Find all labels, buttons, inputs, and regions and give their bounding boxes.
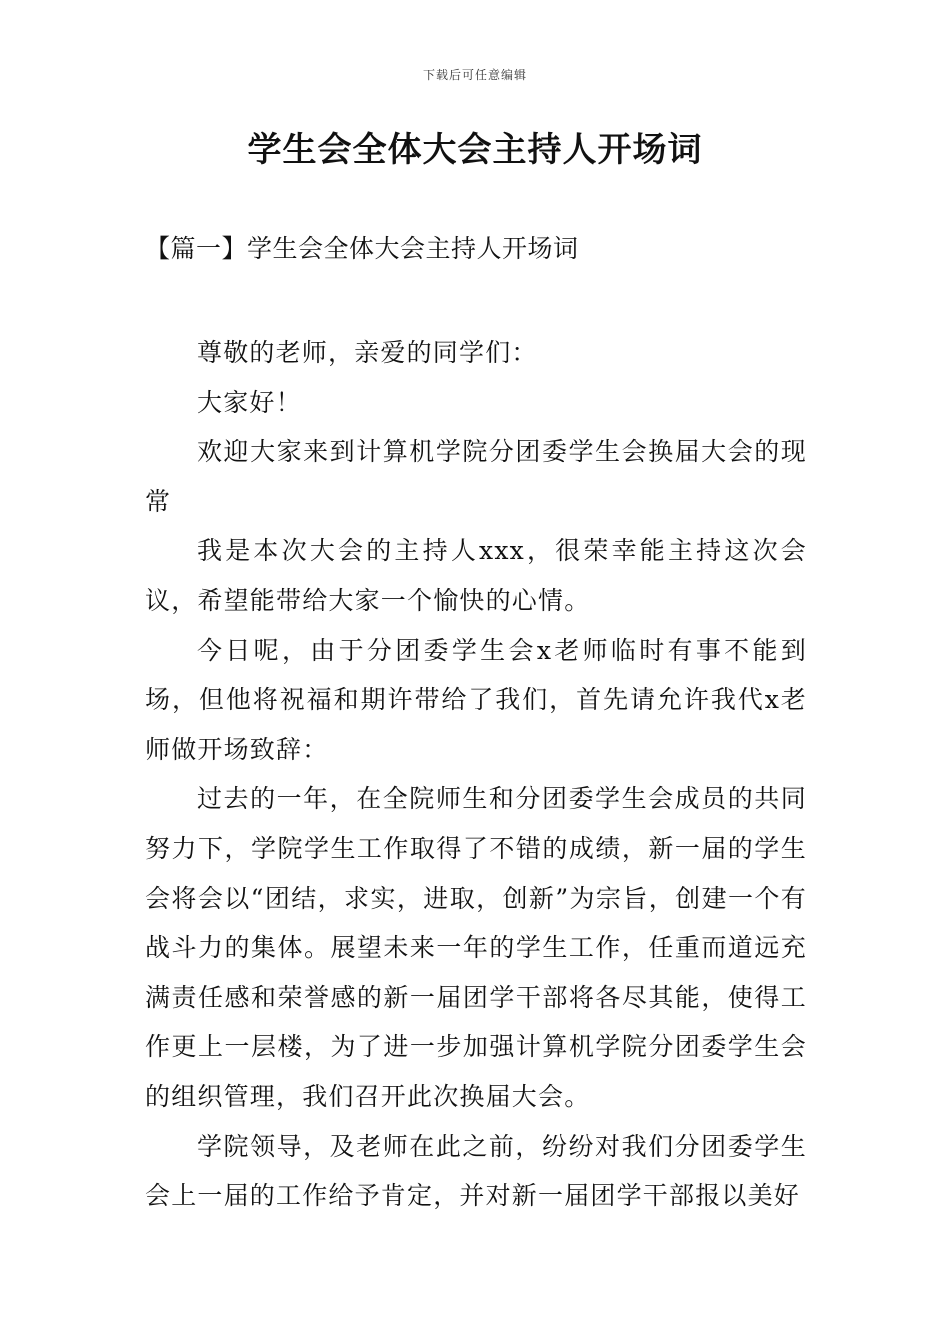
paragraph-welcome: 欢迎大家来到计算机学院分团委学生会换届大会的现常 [145, 437, 807, 516]
paragraph-past-year: 过去的一年，在全院师生和分团委学生会成员的共同努力下，学院学生工作取得了不错的成绩，新一届的学生会将会以“团结，求实，进取，创新”为宗旨，创建一个有战斗力的集体。展望未来一年的学生工作，任重而道远充满责任感和荣誉感的新一届团学干部将各尽其能，使得工作更上一层楼，为了进一步加强计算机学院分团委学生会的组织管理，我们召开此次换届大会。 [145, 784, 807, 1111]
paragraph-teacher-absent: 今日呢，由于分团委学生会x老师临时有事不能到场，但他将祝福和期许带给了我们，首先请允许我代x老师做开场致辞： [145, 635, 807, 764]
paragraph-host-intro: 我是本次大会的主持人xxx，很荣幸能主持这次会议，希望能带给大家一个愉快的心情。 [145, 536, 807, 615]
document-title: 学生会全体大会主持人开场词 [247, 130, 703, 170]
paragraph-hello: 大家好！ [197, 387, 302, 417]
section-heading: 【篇一】学生会全体大会主持人开场词 [145, 234, 579, 263]
body-text [145, 328, 807, 1221]
paragraph-leaders: 学院领导，及老师在此之前，纷纷对我们分团委学生会上一届的工作给予肯定，并对新一届团学干部报以美好 [145, 1131, 807, 1211]
paragraph-greeting: 尊敬的老师，亲爱的同学们： [197, 338, 538, 367]
header-note: 下载后可任意编辑 [422, 68, 527, 82]
